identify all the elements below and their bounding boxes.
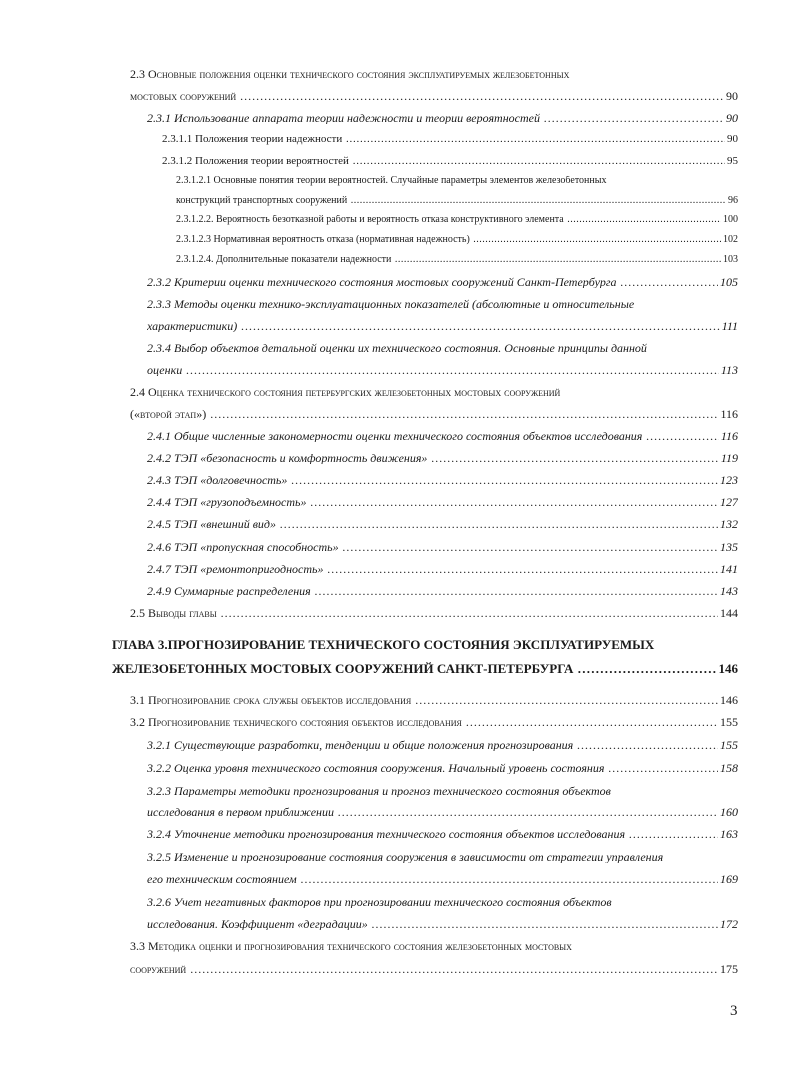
toc-text: 2.3.1 Использование аппарата теории надежности и теории вероятностей: [147, 112, 540, 124]
toc-text: 3.2.4 Уточнение методики прогнозирования технического состояния объектов исследования: [147, 828, 626, 840]
toc-text: 2.4.9 Суммарные распределения: [147, 585, 311, 597]
toc-entry-2-3-1-2-4: [176, 255, 738, 265]
toc-page: 113: [720, 364, 738, 376]
toc-page: 105: [720, 276, 738, 288]
toc-entry-3-3-cont: [130, 963, 738, 975]
toc-page: 144: [720, 607, 738, 619]
toc-entry-2-3-cont: [130, 90, 738, 102]
toc-entry-3-2-5-cont: [147, 873, 738, 885]
toc-text: 2.4.1 Общие численные закономерности оценки технического состояния объектов исследования: [147, 430, 643, 442]
toc-text: 2.3.1.2.4. Дополнительные показатели надежности: [176, 255, 392, 265]
toc-page: 127: [720, 496, 738, 508]
toc-entry-2-3-1-2-3: [176, 235, 738, 245]
toc-entry-2-3-3-cont: [147, 320, 738, 332]
toc-entry-2-3-1-2: [162, 156, 738, 167]
toc-page: 132: [720, 518, 738, 530]
toc-text: 3.2.2 Оценка уровня технического состояния сооружения. Начальный уровень состояния: [147, 762, 605, 774]
toc-entry-2-4-5: [147, 518, 738, 530]
toc-entry-2-3-1-2-1: [176, 176, 738, 186]
toc-page: 143: [720, 585, 738, 597]
toc-entry-2-3-2: [147, 276, 738, 288]
toc-text: исследования в первом приближении: [147, 806, 334, 818]
toc-entry-2-4-7: [147, 563, 738, 575]
toc-text: 3.2.5 Изменение и прогнозирование состояния сооружения в зависимости от стратегии управления: [147, 851, 664, 863]
toc-entry-3-2-1: [147, 739, 738, 751]
toc-entry-2-3-1-2-2: [176, 215, 738, 225]
toc-text: 2.3.3 Методы оценки технико-эксплуатационных показателей (абсолютные и относительные: [147, 298, 635, 310]
toc-entry-2-4-2: [147, 452, 738, 464]
toc-page: 123: [720, 474, 738, 486]
toc-entry-3-2-2: [147, 762, 738, 774]
toc-entry-2-3-4: [147, 342, 738, 354]
toc-page: 96: [728, 196, 738, 206]
toc-page: 90: [726, 90, 738, 102]
toc-entry-3-2-6-cont: [147, 918, 738, 930]
toc-page: 90: [726, 112, 738, 124]
toc-text: его техническим состоянием: [147, 873, 297, 885]
toc-entry-2-3-1: [147, 112, 738, 124]
toc-page: 102: [723, 235, 738, 245]
toc-text: 3.2 Прогнозирование технического состояния объектов исследования: [130, 716, 462, 728]
toc-text: 2.4 Оценка технического состояния петербургских железобетонных мостовых сооружений: [130, 386, 561, 398]
toc-text: ЖЕЛЕЗОБЕТОННЫХ МОСТОВЫХ СООРУЖЕНИЙ САНКТ-ПЕТЕРБУРГА: [112, 662, 574, 675]
toc-entry-3-2-3: [147, 785, 738, 797]
toc-text: 3.2.1 Существующие разработки, тенденции и общие положения прогнозирования: [147, 739, 574, 751]
toc-text: сооружений: [130, 963, 187, 975]
toc-text: 2.3.1.2.2. Вероятность безотказной работы и вероятность отказа конструктивного элемента: [176, 215, 564, 225]
toc-page: 103: [723, 255, 738, 265]
toc-page: 155: [720, 716, 738, 728]
toc-text: оценки: [147, 364, 183, 376]
toc-text: ГЛАВА 3.ПРОГНОЗИРОВАНИЕ ТЕХНИЧЕСКОГО СОСТОЯНИЯ ЭКСПЛУАТИРУЕМЫХ: [112, 638, 655, 651]
toc-page: 163: [720, 828, 738, 840]
toc-entry-2-4-cont: [130, 408, 738, 420]
toc-page: 146: [718, 662, 738, 675]
toc-text: 2.4.2 ТЭП «безопасность и комфортность движения»: [147, 452, 428, 464]
toc-chapter-3-cont: [112, 662, 738, 675]
toc-entry-3-2-5: [147, 851, 738, 863]
toc-page: 169: [720, 873, 738, 885]
toc-entry-2-4-6: [147, 541, 738, 553]
toc-entry-2-4-3: [147, 474, 738, 486]
toc-entry-2-3-1-2-1-cont: [176, 196, 738, 206]
toc-page: 116: [720, 408, 738, 420]
toc-text: 3.3 Методика оценки и прогнозирования технического состояния железобетонных мостовых: [130, 940, 572, 952]
toc-entry-2-4-9: [147, 585, 738, 597]
toc-page: 160: [720, 806, 738, 818]
toc-page: 141: [720, 563, 738, 575]
toc-entry-3-2-6: [147, 896, 738, 908]
toc-page: 100: [723, 215, 738, 225]
toc-entry-3-2: [130, 716, 738, 728]
toc-entry-2-4-4: [147, 496, 738, 508]
toc-page: 172: [720, 918, 738, 930]
toc-page: 175: [720, 963, 738, 975]
toc-text: 2.3.1.1 Положения теории надежности: [162, 134, 343, 145]
toc-text: 3.2.6 Учет негативных факторов при прогнозировании технического состояния объектов: [147, 896, 612, 908]
toc-page: 155: [720, 739, 738, 751]
page-number: 3: [730, 1003, 738, 1019]
toc-entry-2-3: [130, 68, 738, 80]
toc-entry-3-2-4: [147, 828, 738, 840]
toc-text: 2.4.4 ТЭП «грузоподъемность»: [147, 496, 307, 508]
toc-page: 135: [720, 541, 738, 553]
toc-entry-2-4-1: [147, 430, 738, 442]
toc-text: («второй этап»): [130, 408, 207, 420]
toc-text: 2.4.7 ТЭП «ремонтопригодность»: [147, 563, 324, 575]
toc-entry-2-3-3: [147, 298, 738, 310]
toc-page: 111: [721, 320, 738, 332]
toc-chapter-3: [112, 638, 738, 651]
toc-entry-2-3-4-cont: [147, 364, 738, 376]
toc-entry-2-4: [130, 386, 738, 398]
toc-text: 2.3.4 Выбор объектов детальной оценки их технического состояния. Основные принципы данной: [147, 342, 647, 354]
toc-text: 2.4.5 ТЭП «внешний вид»: [147, 518, 276, 530]
toc-text: 2.4.6 ТЭП «пропускная способность»: [147, 541, 339, 553]
toc-text: 2.3.1.2.1 Основные понятия теории вероятностей. Случайные параметры элементов железобетонных: [176, 176, 607, 186]
toc-entry-3-1: [130, 694, 738, 706]
toc-text: 3.2.3 Параметры методики прогнозирования и прогноз технического состояния объектов: [147, 785, 611, 797]
toc-text: 2.4.3 ТЭП «долговечность»: [147, 474, 288, 486]
toc-entry-3-3: [130, 940, 738, 952]
toc-page: 90: [727, 134, 738, 145]
toc-page: 146: [720, 694, 738, 706]
toc-entry-2-5: [130, 607, 738, 619]
toc-text: 2.3.1.2 Положения теории вероятностей: [162, 156, 349, 167]
toc-text: исследования. Коэффициент «деградации»: [147, 918, 368, 930]
toc-page: 119: [720, 452, 738, 464]
toc-page: 158: [720, 762, 738, 774]
toc-text: конструкций транспортных сооружений: [176, 196, 348, 206]
toc-entry-3-2-3-cont: [147, 806, 738, 818]
toc-text: 3.1 Прогнозирование срока службы объектов исследования: [130, 694, 412, 706]
toc-page: 116: [720, 430, 738, 442]
toc-text: характеристики): [147, 320, 238, 332]
toc-text: 2.5 Выводы главы: [130, 607, 217, 619]
toc-entry-2-3-1-1: [162, 134, 738, 145]
toc-page: 95: [727, 156, 738, 167]
toc-text: 2.3.1.2.3 Нормативная вероятность отказа (нормативная надежность): [176, 235, 470, 245]
toc-text: 2.3 Основные положения оценки технического состояния эксплуатируемых железобетонных: [130, 68, 570, 80]
toc-text: 2.3.2 Критерии оценки технического состояния мостовых сооружений Санкт-Петербурга: [147, 276, 617, 288]
toc-text: мостовых сооружений: [130, 90, 237, 102]
